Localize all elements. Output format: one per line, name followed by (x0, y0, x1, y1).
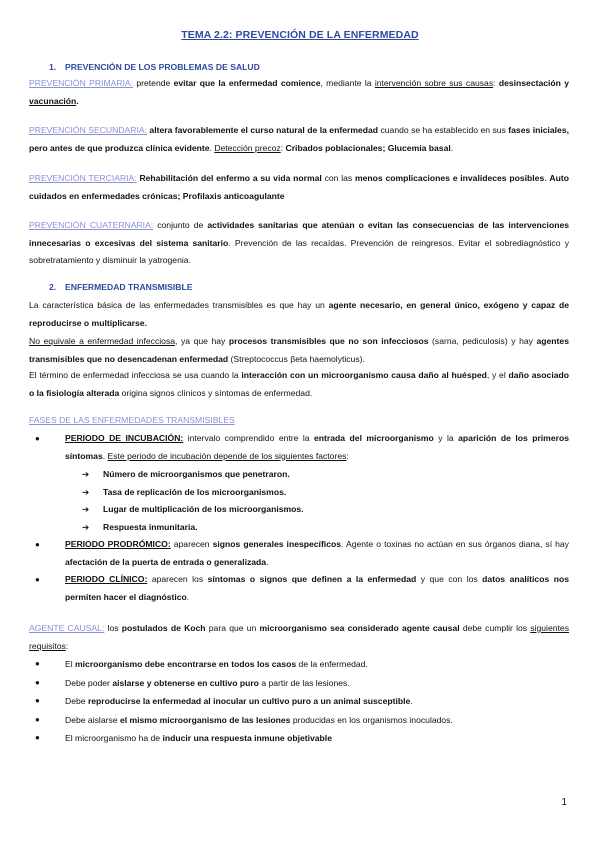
factor-text: Tasa de replicación de los microorganismos. (103, 486, 287, 497)
prevencion-cuaternaria-label: PREVENCIÓN CUATERNARIA: (29, 220, 154, 230)
bold-underlined-text: vacunación (29, 95, 77, 106)
text: El término de enfermedad infecciosa se usa cuando la (29, 370, 242, 380)
enfermedad-transmisible-paragraph-1 (29, 297, 569, 332)
bold-text: aislarse y obtenerse en cultivo puro (112, 677, 259, 688)
enfermedad-transmisible-paragraph-2 (29, 333, 569, 368)
text: : (65, 640, 69, 651)
section-1-heading (29, 59, 569, 77)
text: . (450, 142, 454, 153)
bullet-icon: ● (35, 696, 40, 706)
bold-text: reproducirse la enfermedad al inocular un cultivo puro a un animal susceptible (87, 696, 411, 707)
text: pretende (133, 78, 174, 88)
factor-text: Número de microorganismos que penetraron. (103, 469, 290, 479)
bold-text: agentes transmisibles que no desencadenan enfermedad (29, 336, 569, 364)
prodromico-label: PERIODO PRODRÓMICO: (65, 539, 171, 549)
bold-text: el mismo microorganismo de las lesiones (119, 714, 291, 725)
bullet-icon: ● (35, 677, 40, 687)
list-item-factor (29, 484, 569, 502)
list-item-factor (29, 501, 569, 519)
text: aparecen (170, 539, 213, 549)
page-title: TEMA 2.2: PREVENCIÓN DE LA ENFERMEDAD (181, 29, 419, 41)
text: . (410, 696, 413, 707)
text: debe cumplir los (459, 623, 531, 633)
bold-text: microorganismo debe encontrarse en todos los casos (75, 659, 297, 669)
underlined-text: siguientes requisitos (29, 623, 569, 651)
text: a partir de las lesiones. (258, 677, 350, 688)
fases-list (29, 430, 569, 606)
clinico-label: PERIODO CLÍNICO: (65, 574, 148, 584)
text: Debe (65, 696, 88, 707)
list-item-requisito (29, 729, 569, 748)
text: La característica básica de las enfermedades transmisibles es que hay un (29, 300, 329, 310)
text: , y el (486, 370, 509, 380)
prevencion-secundaria-label: PREVENCIÓN SECUNDARIA: (29, 125, 147, 135)
bullet-icon: ● (35, 434, 40, 443)
text: los (104, 623, 122, 633)
text: . Agente o toxinas no actúan en sus órganos diana, sí hay (341, 539, 569, 549)
arrow-icon: ➔ (82, 521, 90, 532)
list-item-requisito (29, 674, 569, 693)
list-item-requisito (29, 655, 569, 674)
prevencion-cuaternaria-paragraph (29, 217, 569, 270)
text: Debe poder (65, 677, 113, 688)
arrow-icon: ➔ (82, 504, 90, 514)
text: (sarna, pediculosis) y hay (428, 336, 537, 346)
list-item-incubacion (29, 430, 569, 465)
agente-causal-label: AGENTE CAUSAL: (29, 623, 105, 633)
text: . (76, 95, 79, 106)
bold-text: actividades sanitarias que atenúan o evitan las consecuencias de las intervenciones innecesarias o excesivas del sistema sanitario (29, 220, 570, 248)
bullet-icon: ● (35, 714, 40, 724)
bold-text: Rehabilitación del enfermo a su vida normal (136, 173, 322, 183)
fases-heading-text: FASES DE LAS ENFERMEDADES TRANSMISIBLES (29, 415, 235, 425)
prevencion-secundaria-paragraph (29, 122, 569, 157)
text: . (544, 173, 550, 183)
text: intervalo comprendido entre la (183, 433, 315, 443)
text: cuando se ha establecido en sus (378, 125, 509, 135)
incubacion-label: PERIODO DE INCUBACIÓN: (65, 433, 184, 443)
bold-text: procesos transmisibles que no son infecciosos (228, 336, 429, 346)
bullet-icon: ● (35, 659, 40, 668)
text: conjunto de (153, 220, 208, 230)
fases-heading (29, 412, 569, 430)
bullet-icon: ● (35, 733, 40, 743)
bold-text: síntomas o signos que definen a la enfermedad (207, 574, 417, 584)
bold-text: microorganismo sea considerado agente causal (259, 623, 460, 633)
agente-causal-paragraph (29, 620, 569, 655)
text: para que un (205, 623, 260, 633)
bold-text: desinsectación y (498, 78, 569, 88)
underlined-text: No equivale a enfermedad infecciosa (29, 336, 176, 346)
page-number: 1 (561, 797, 567, 808)
bold-text: afectación de la puerta de entrada o generalizada (65, 556, 267, 567)
text: y la (433, 433, 459, 443)
text: origina signos clínicos y síntomas de enfermedad. (119, 387, 313, 398)
arrow-icon: ➔ (82, 469, 90, 479)
text: (Streptococcus βeta haemolyticus). (228, 353, 365, 364)
text: El (65, 659, 76, 669)
list-item-requisito (29, 711, 569, 730)
bold-text: Auto cuidados en enfermedades crónicas; Profilaxis anticoagulante (29, 173, 569, 201)
bold-text: evitar que la enfermedad comience (173, 78, 321, 88)
underlined-text: Detección precoz (214, 142, 281, 153)
underlined-text: Este periodo de incubación depende de los siguientes factores (107, 450, 347, 461)
bold-text: inducir una respuesta inmune objetivable (162, 733, 332, 744)
text: . (102, 450, 108, 461)
arrow-icon: ➔ (82, 486, 90, 497)
enfermedad-transmisible-paragraph-3 (29, 367, 569, 402)
list-item-factor (29, 519, 569, 537)
bold-text: aparición de los primeros síntomas (65, 433, 569, 461)
bold-text: postulados de Koch (121, 623, 206, 633)
prevencion-primaria-label: PREVENCIÓN PRIMARIA: (29, 78, 134, 88)
text: Debe aislarse (65, 714, 120, 725)
bold-text: interacción con un microorganismo causa daño al huésped (241, 370, 487, 380)
section-1-title: PREVENCIÓN DE LOS PROBLEMAS DE SALUD (65, 62, 260, 72)
list-item-factor (29, 466, 569, 484)
text: y que con los (416, 574, 483, 584)
bold-text: fases iniciales, pero antes de que produzca clínica evidente (29, 125, 569, 153)
text: . Prevención de las recaídas. Prevención de reingresos. Evitar el sobrediagnóstico y sobretratamiento y disminuir la yatrogenia. (29, 237, 569, 265)
text: , ya que hay (175, 336, 229, 346)
text: , mediante la (320, 78, 375, 88)
section-2-heading (29, 279, 569, 297)
bold-text: entrada del microorganismo (314, 433, 434, 443)
text: . (209, 142, 215, 153)
section-2-number: 2. (49, 282, 57, 292)
prevencion-terciaria-paragraph (29, 170, 569, 205)
text: . (186, 591, 190, 602)
bold-text: altera favorablemente el curso natural de la enfermedad (147, 125, 379, 135)
bold-text: signos generales inespecíficos (212, 539, 342, 549)
list-item-requisito (29, 692, 569, 711)
text: producidas en los organismos inoculados. (290, 714, 453, 725)
bold-text: datos analíticos nos permiten hacer el diagnóstico (65, 574, 569, 602)
prevencion-terciaria-label: PREVENCIÓN TERCIARIA: (29, 173, 137, 183)
text: de la enfermedad. (296, 659, 368, 669)
factor-text: Lugar de multiplicación de los microorganismos. (103, 504, 304, 514)
text: . (266, 556, 269, 567)
bold-text: agente necesario, en general único, exógeno y capaz de reproducirse o multiplicarse. (29, 300, 569, 328)
text: : (493, 78, 499, 88)
bold-text: Cribados poblacionales; Glucemia basal (285, 142, 451, 153)
section-2-title: ENFERMEDAD TRANSMISIBLE (65, 282, 193, 292)
text: con las (321, 173, 355, 183)
bold-text: menos complicaciones e invalideces posibles (354, 173, 545, 183)
list-item-clinico (29, 571, 569, 606)
factor-text: Respuesta inmunitaria. (103, 521, 198, 532)
bullet-icon: ● (35, 575, 40, 584)
prevencion-primaria-paragraph (29, 75, 569, 110)
text: : (280, 142, 286, 153)
section-1-number: 1. (49, 62, 57, 72)
bullet-icon: ● (35, 540, 40, 549)
text: aparecen los (147, 574, 208, 584)
requisitos-list (29, 655, 569, 748)
text: : (346, 450, 349, 461)
underlined-text: intervención sobre sus causas (374, 78, 494, 88)
text: El microorganismo ha de (65, 733, 163, 744)
list-item-prodromico (29, 536, 569, 571)
bold-text: daño asociado o la fisiología alterada (29, 370, 570, 398)
